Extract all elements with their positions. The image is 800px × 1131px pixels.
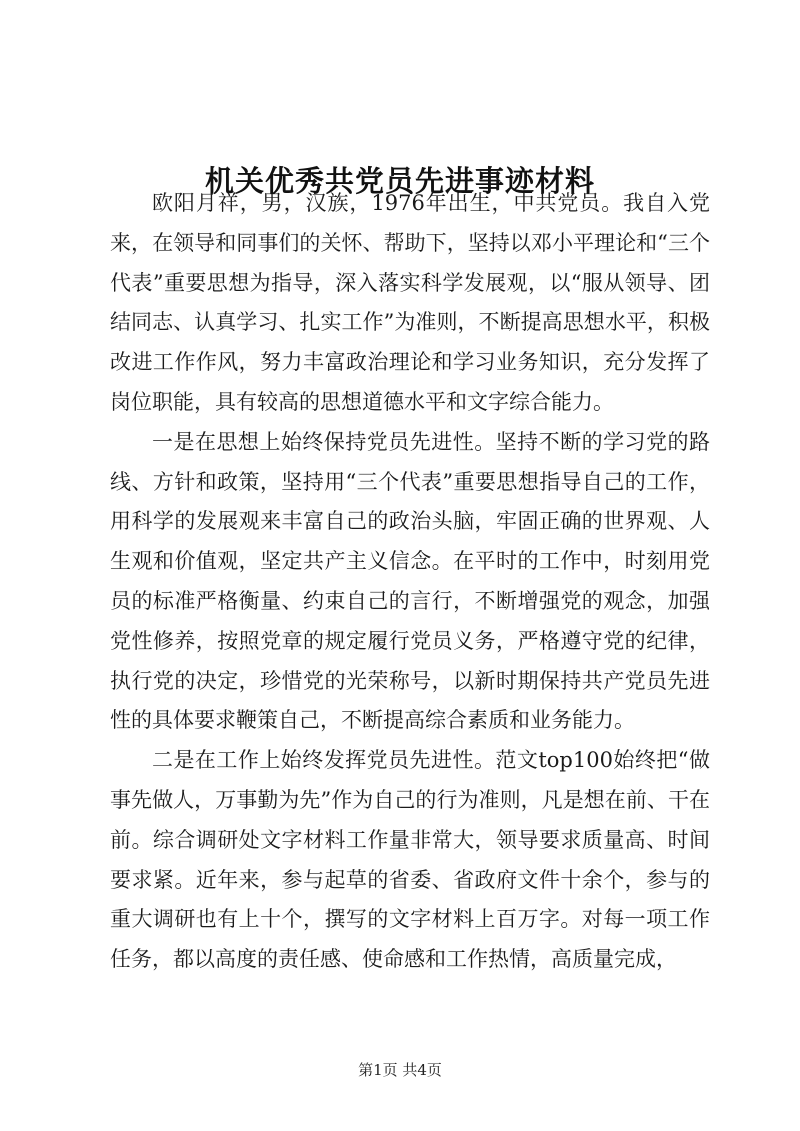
paragraph-1: 欧阳月祥，男，汉族，1976年出生，中共党员。我自入党来，在领导和同事们的关怀、帮助下，坚持以邓小平理论和“三个代表”重要思想为指导，深入落实科学发展观，以“服从领导、团结同志、认真学习、扎实工作”为准则，不断提高思想水平，积极改进工作作风，努力丰富政治理论和学习业务知识，充分发挥了岗位职能，具有较高的思想道德水平和文字综合能力。 [110,191,710,414]
paragraph-3: 二是在工作上始终发挥党员先进性。范文top100始终把“做事先做人，万事勤为先”作为自己的行为准则，凡是想在前、干在前。综合调研处文字材料工作量非常大，领导要求质量高、时间要求紧。近年来，参与起草的省委、省政府文件十余个，参与的重大调研也有上十个，撰写的文字材料上百万字。对每一项工作任务，都以高度的责任感、使命感和工作热情，高质量完成， [110,748,710,972]
paragraph-2: 一是在思想上始终保持党员先进性。坚持不断的学习党的路线、方针和政策，坚持用“三个代表”重要思想指导自己的工作，用科学的发展观来丰富自己的政治头脑，牢固正确的世界观、人生观和价值观，坚定共产主义信念。在平时的工作中，时刻用党员的标准严格衡量、约束自己的言行，不断增强党的观念，加强党性修养，按照党章的规定履行党员义务，严格遵守党的纪律，执行党的决定，珍惜党的光荣称号，以新时期保持共产党员先进性的具体要求鞭策自己，不断提高综合素质和业务能力。 [110,429,710,733]
page-number-footer: 第1页 共4页 [358,1061,442,1079]
document-body [110,184,710,980]
document-title: 机关优秀共党员先进事迹材料 [204,164,595,199]
